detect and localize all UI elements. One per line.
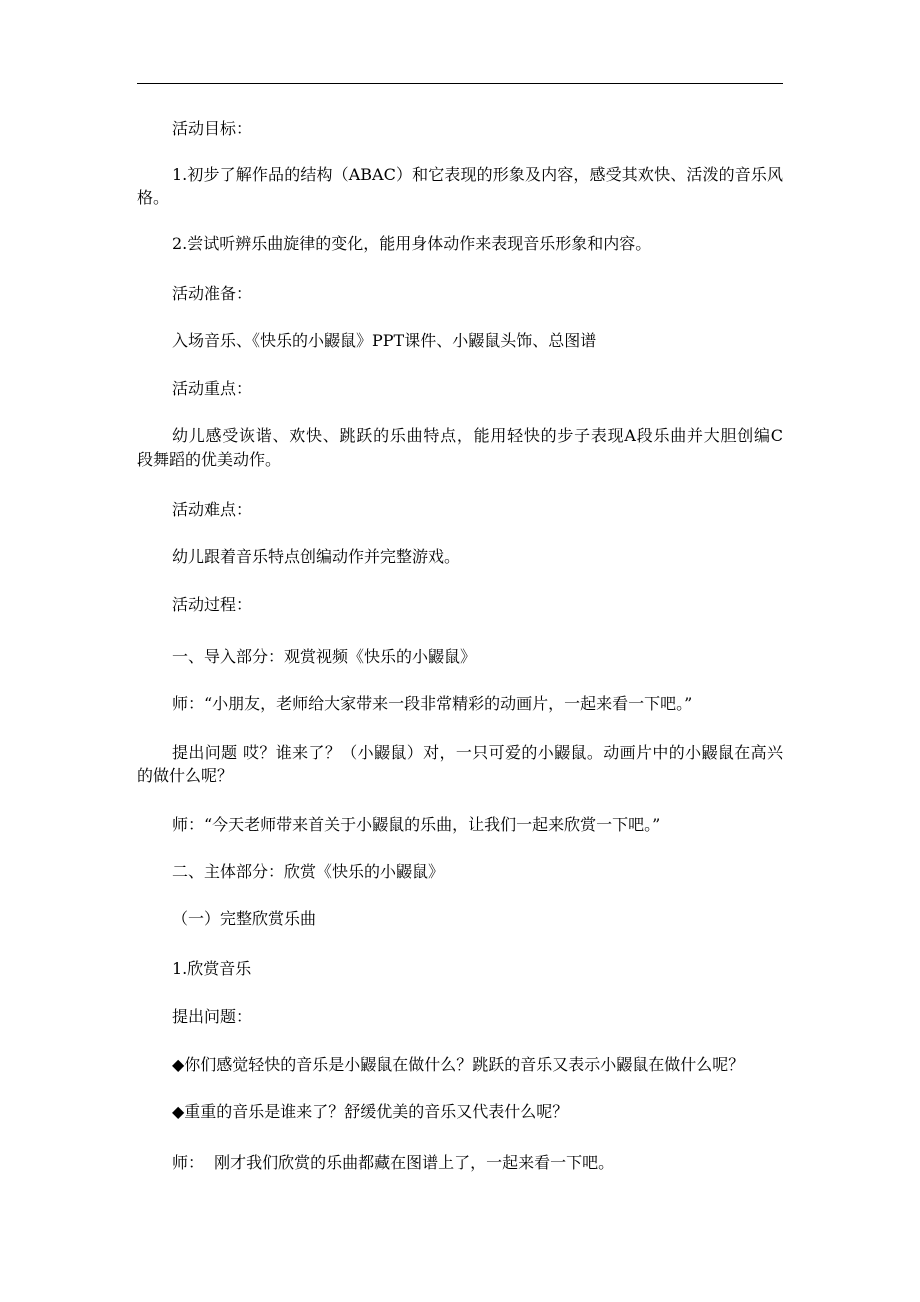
text-line: 的做什么呢？ <box>137 766 234 785</box>
preparation-text <box>137 329 783 352</box>
text-line: 入场音乐、《快乐的小鼹鼠》PPT课件、小鼹鼠头饰、总图谱 <box>172 331 597 350</box>
text-line: 格。 <box>137 188 170 207</box>
goal-item-2 <box>137 232 783 255</box>
bullet-question <box>137 1100 783 1123</box>
text-line: 活动重点： <box>172 379 253 398</box>
text-line: 一、导入部分：观赏视频《快乐的小鼹鼠》 <box>172 647 477 666</box>
text-line: 师： 刚才我们欣赏的乐曲都藏在图谱上了，一起来看一下吧。 <box>172 1153 615 1172</box>
text-line: （一）完整欣赏乐曲 <box>172 909 317 928</box>
text-line: ◆重重的音乐是谁来了？舒缓优美的音乐又代表什么呢？ <box>172 1102 569 1121</box>
text-line: 活动难点： <box>172 500 253 519</box>
teacher-dialogue <box>137 1151 783 1174</box>
text-line: 提出问题 哎？谁来了？（小鼹鼠）对，一只可爱的小鼹鼠。动画片中的小鼹鼠在高兴 <box>172 743 783 762</box>
text-line: 1.初步了解作品的结构（ABAC）和它表现的形象及内容，感受其欢快、活泼的音乐风 <box>172 165 783 184</box>
text-line: 段舞蹈的优美动作。 <box>137 450 282 469</box>
section-heading-process <box>137 593 783 616</box>
key-points-text <box>137 424 783 472</box>
text-line: 幼儿感受诙谐、欢快、跳跃的乐曲特点，能用轻快的步子表现A段乐曲并大胆创编C <box>172 426 783 445</box>
section-heading-preparation <box>137 282 783 305</box>
text-line: 活动目标： <box>172 119 253 138</box>
text-line: ◆你们感觉轻快的音乐是小鼹鼠在做什么？跳跃的音乐又表示小鼹鼠在做什么呢？ <box>172 1055 745 1074</box>
process-part-2-heading <box>137 860 783 883</box>
section-heading-difficulty <box>137 498 783 521</box>
text-line: 二、主体部分：欣赏《快乐的小鼹鼠》 <box>172 862 445 881</box>
teacher-dialogue <box>137 813 783 836</box>
process-part-1-heading <box>137 645 783 668</box>
text-line: 1.欣赏音乐 <box>172 959 252 978</box>
questions-label <box>137 1005 783 1028</box>
step-heading <box>137 957 783 980</box>
text-line: 提出问题： <box>172 1007 253 1026</box>
bullet-question <box>137 1053 783 1076</box>
text-line: 幼儿跟着音乐特点创编动作并完整游戏。 <box>172 547 461 566</box>
text-line: 师：“今天老师带来首关于小鼹鼠的乐曲，让我们一起来欣赏一下吧。” <box>172 815 661 834</box>
section-heading-key-points <box>137 377 783 400</box>
goal-item-1 <box>137 163 783 209</box>
text-line: 师：“小朋友，老师给大家带来一段非常精彩的动画片，一起来看一下吧。” <box>172 694 693 713</box>
question-paragraph <box>137 741 783 787</box>
section-heading-goals <box>137 117 783 140</box>
text-line: 2.尝试听辨乐曲旋律的变化，能用身体动作来表现音乐形象和内容。 <box>172 234 652 253</box>
text-line: 活动准备： <box>172 284 253 303</box>
header-rule <box>137 83 783 84</box>
teacher-dialogue <box>137 692 783 715</box>
subsection-heading <box>137 907 783 930</box>
text-line: 活动过程： <box>172 595 253 614</box>
difficulty-text <box>137 545 783 568</box>
